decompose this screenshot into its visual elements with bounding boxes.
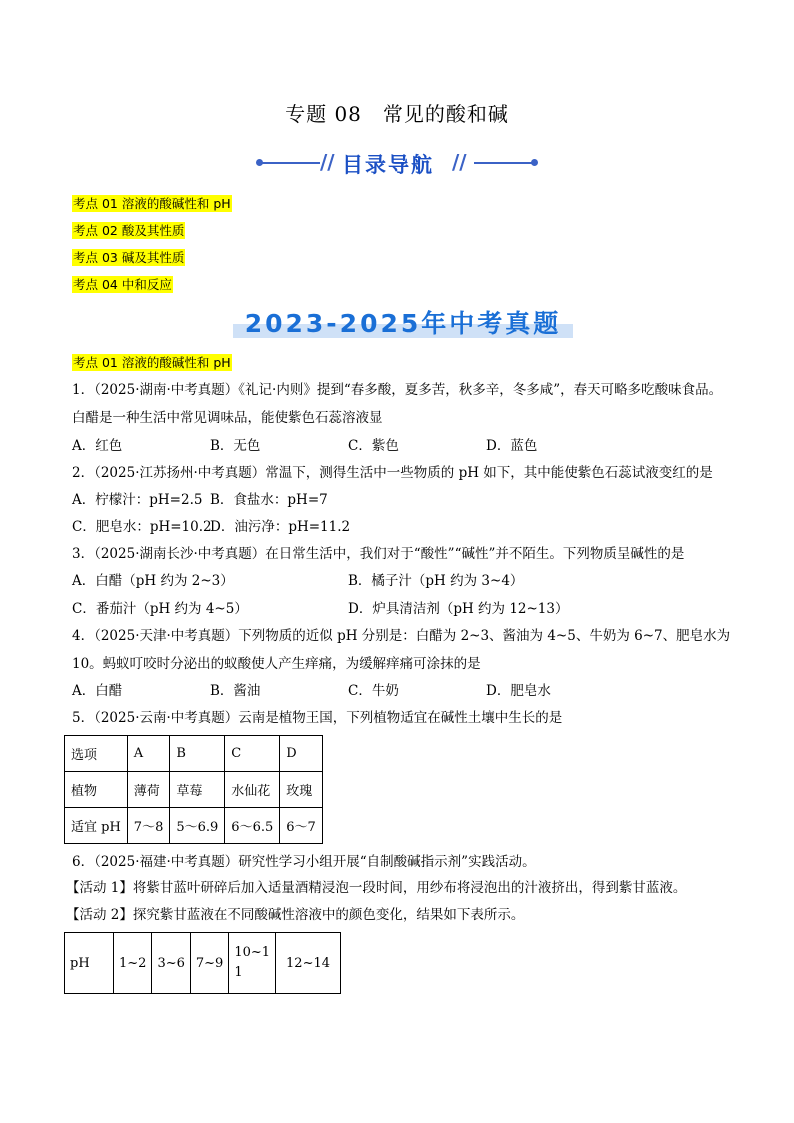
table-cell	[229, 933, 276, 994]
q3-option-b: B．橘子汁（pH 约为 3~4）	[348, 573, 524, 589]
table-row	[65, 933, 341, 994]
q1-option-a: A．红色	[72, 438, 123, 454]
q4-option-c: C．牛奶	[348, 683, 399, 699]
section-label: 考点 01 溶液的酸碱性和 pH	[73, 355, 231, 370]
toc-item-1[interactable]: 考点 01 溶液的酸碱性和 pH	[73, 196, 231, 211]
q3-option-a: A．白醋（pH 约为 2~3）	[72, 573, 234, 589]
q6-stem: 6．（2025·福建·中考真题）研究性学习小组开展“自制酸碱指示剂”实践活动。	[72, 854, 536, 870]
q2-option-d: D．油污净：pH=11.2	[210, 519, 351, 535]
q2-option-c: C．肥皂水：pH=10.2	[72, 519, 212, 535]
toc-item-3[interactable]: 考点 03 碱及其性质	[73, 250, 185, 265]
table-cell: 适宜 pH	[65, 808, 128, 844]
cell-line: 10~1	[234, 945, 271, 960]
q1-stem-line1: 1．（2025·湖南·中考真题）《礼记·内则》提到“春多酸，夏多苦，秋多辛，冬多咸”，春天可略多吃酸味食品。	[72, 382, 723, 398]
table-cell: C	[225, 736, 280, 772]
section-banner	[233, 302, 573, 344]
q4-option-b: B．酱油	[210, 683, 261, 699]
table-cell: 草莓	[170, 772, 225, 808]
cell-line: 1	[234, 965, 243, 980]
table-cell: 1~2	[114, 933, 152, 994]
q3-option-d: D．炉具清洁剂（pH 约为 12~13）	[348, 601, 569, 617]
table-cell: 5～6.9	[170, 808, 225, 844]
q4-option-a: A．白醋	[72, 683, 123, 699]
table-cell: A	[127, 736, 170, 772]
table-cell: 水仙花	[225, 772, 280, 808]
nav-slash-right-icon: //	[452, 150, 467, 174]
q5-stem: 5．（2025·云南·中考真题）云南是植物王国，下列植物适宜在碱性土壤中生长的是	[72, 710, 563, 726]
q6-activity-2: 【活动 2】探究紫甘蓝液在不同酸碱性溶液中的颜色变化，结果如下表所示。	[66, 907, 525, 923]
q1-stem-line2: 白醋是一种生活中常见调味品，能使紫色石蕊溶液显	[72, 410, 383, 426]
table-row	[65, 736, 323, 772]
toc-header	[256, 146, 538, 182]
q2-stem: 2．（2025·江苏扬州·中考真题）常温下，测得生活中一些物质的 pH 如下，其中能使紫色石蕊试液变红的是	[72, 465, 713, 481]
q4-option-d: D．肥皂水	[486, 683, 551, 699]
toc-item-2[interactable]: 考点 02 酸及其性质	[73, 223, 185, 238]
table-cell: B	[170, 736, 225, 772]
banner-text: 2023-2025年中考真题	[244, 309, 562, 338]
q2-option-b: B．食盐水：pH=7	[210, 492, 328, 508]
table-cell: D	[280, 736, 323, 772]
table-cell: 6～6.5	[225, 808, 280, 844]
q2-option-a: A．柠檬汁：pH=2.5	[72, 492, 203, 508]
table-cell: 植物	[65, 772, 128, 808]
table-cell: 玫瑰	[280, 772, 323, 808]
table-cell: 选项	[65, 736, 128, 772]
q3-option-c: C．番茄汁（pH 约为 4~5）	[72, 601, 248, 617]
table-row	[65, 808, 323, 844]
nav-line-right	[474, 162, 532, 164]
nav-dot-right-icon	[531, 159, 538, 166]
q1-option-b: B．无色	[210, 438, 261, 454]
q1-option-c: C．紫色	[348, 438, 399, 454]
table-cell: 7~9	[190, 933, 228, 994]
table-row	[65, 772, 323, 808]
toc-item-4[interactable]: 考点 04 中和反应	[73, 277, 172, 292]
table-cell: 6～7	[280, 808, 323, 844]
page-title: 专题 08 常见的酸和碱	[285, 102, 509, 126]
table-cell: pH	[65, 933, 114, 994]
nav-slash-left-icon: //	[320, 150, 335, 174]
q6-table	[64, 932, 341, 994]
table-cell: 3~6	[152, 933, 190, 994]
q4-stem-line1: 4．（2025·天津·中考真题）下列物质的近似 pH 分别是：白醋为 2~3、酱油为 4~5、牛奶为 6~7、肥皂水为	[72, 628, 731, 644]
q6-activity-1: 【活动 1】将紫甘蓝叶研碎后加入适量酒精浸泡一段时间，用纱布将浸泡出的汁液挤出，得到紫甘蓝液。	[66, 880, 687, 896]
q3-stem: 3．（2025·湖南长沙·中考真题）在日常生活中，我们对于“酸性”“碱性”并不陌生。下列物质呈碱性的是	[72, 546, 685, 562]
table-cell: 12~14	[276, 933, 341, 994]
q1-option-d: D．蓝色	[486, 438, 538, 454]
nav-label: 目录导航	[342, 153, 434, 177]
q4-stem-line2: 10。蚂蚁叮咬时分泌出的蚁酸使人产生痒痛，为缓解痒痛可涂抹的是	[72, 656, 481, 672]
q5-table	[64, 735, 323, 844]
table-cell: 薄荷	[127, 772, 170, 808]
table-cell: 7～8	[127, 808, 170, 844]
nav-line-left	[262, 162, 320, 164]
